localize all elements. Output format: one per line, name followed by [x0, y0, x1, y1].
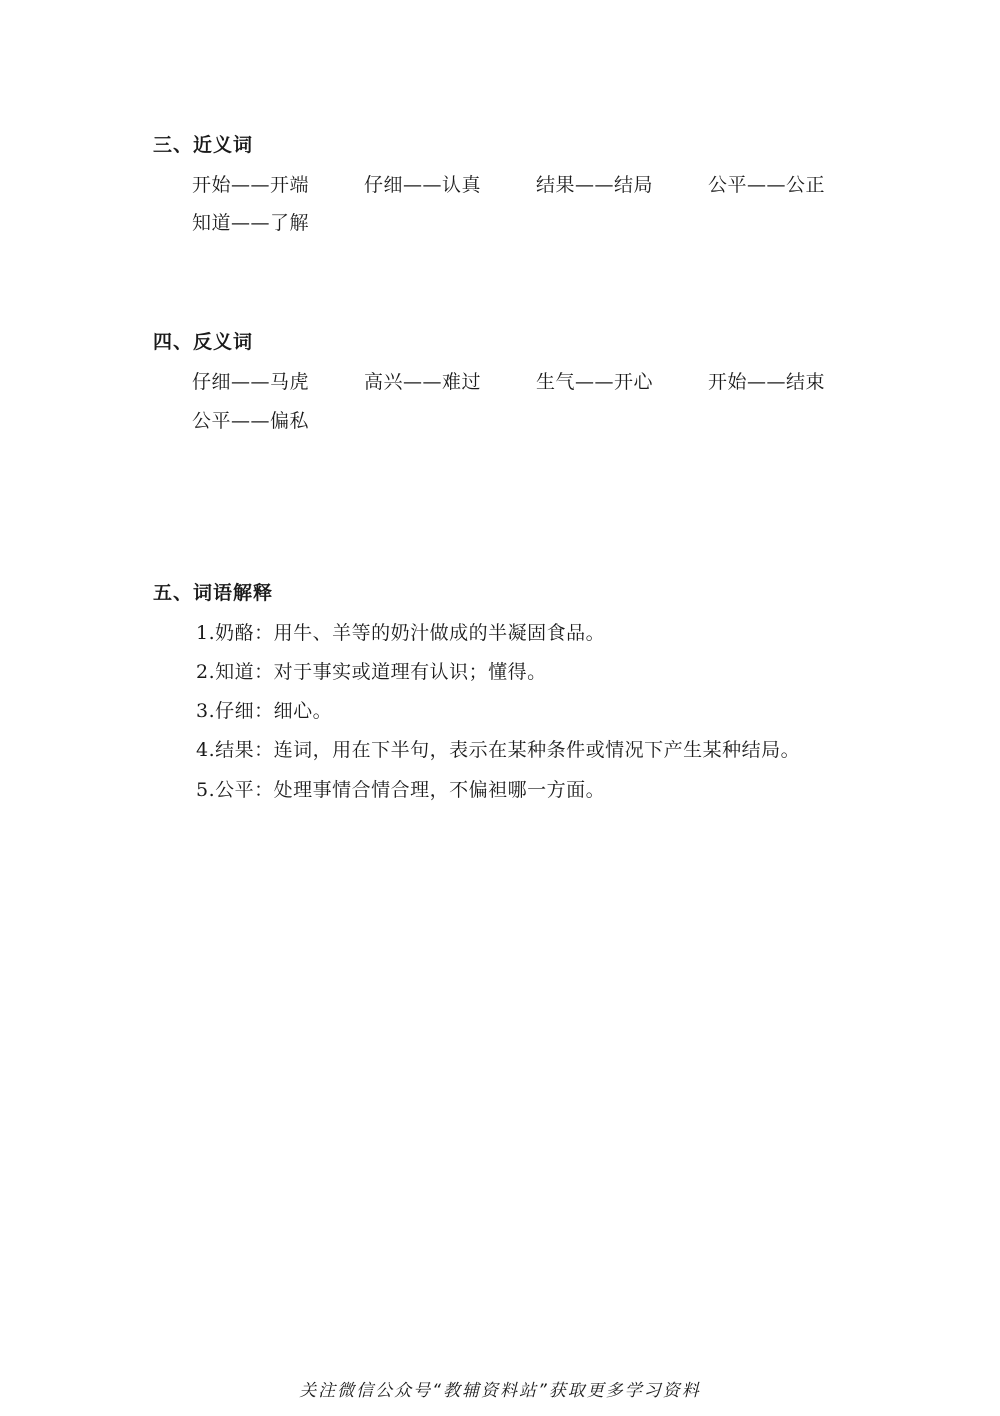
- section-title-antonyms: 四、反义词: [153, 331, 254, 353]
- footer-note: 关注微信公众号“教辅资料站”获取更多学习资料: [299, 1381, 701, 1401]
- synonym-pair: 知道——了解: [192, 212, 310, 234]
- antonym-pair: 仔细——马虎: [192, 371, 310, 393]
- antonym-pair: 开始——结束: [708, 371, 826, 393]
- explanation-item: 2.知道：对于事实或道理有认识；懂得。: [196, 661, 547, 683]
- explanation-item: 5.公平：处理事情合情合理，不偏袒哪一方面。: [196, 779, 606, 801]
- explanation-item: 3.仔细：细心。: [196, 700, 333, 722]
- synonym-pair: 开始——开端: [192, 174, 310, 196]
- section-title-synonyms: 三、近义词: [153, 134, 254, 156]
- explanation-item: 1.奶酪：用牛、羊等的奶汁做成的半凝固食品。: [196, 622, 606, 644]
- explanation-item: 4.结果：连词，用在下半句，表示在某种条件或情况下产生某种结局。: [196, 739, 801, 761]
- antonym-pair: 公平——偏私: [192, 410, 310, 432]
- section-title-explanations: 五、词语解释: [153, 582, 274, 604]
- synonym-pair: 公平——公正: [708, 174, 826, 196]
- synonym-pair: 仔细——认真: [364, 174, 482, 196]
- antonym-pair: 高兴——难过: [364, 371, 482, 393]
- synonym-pair: 结果——结局: [536, 174, 654, 196]
- antonym-pair: 生气——开心: [536, 371, 654, 393]
